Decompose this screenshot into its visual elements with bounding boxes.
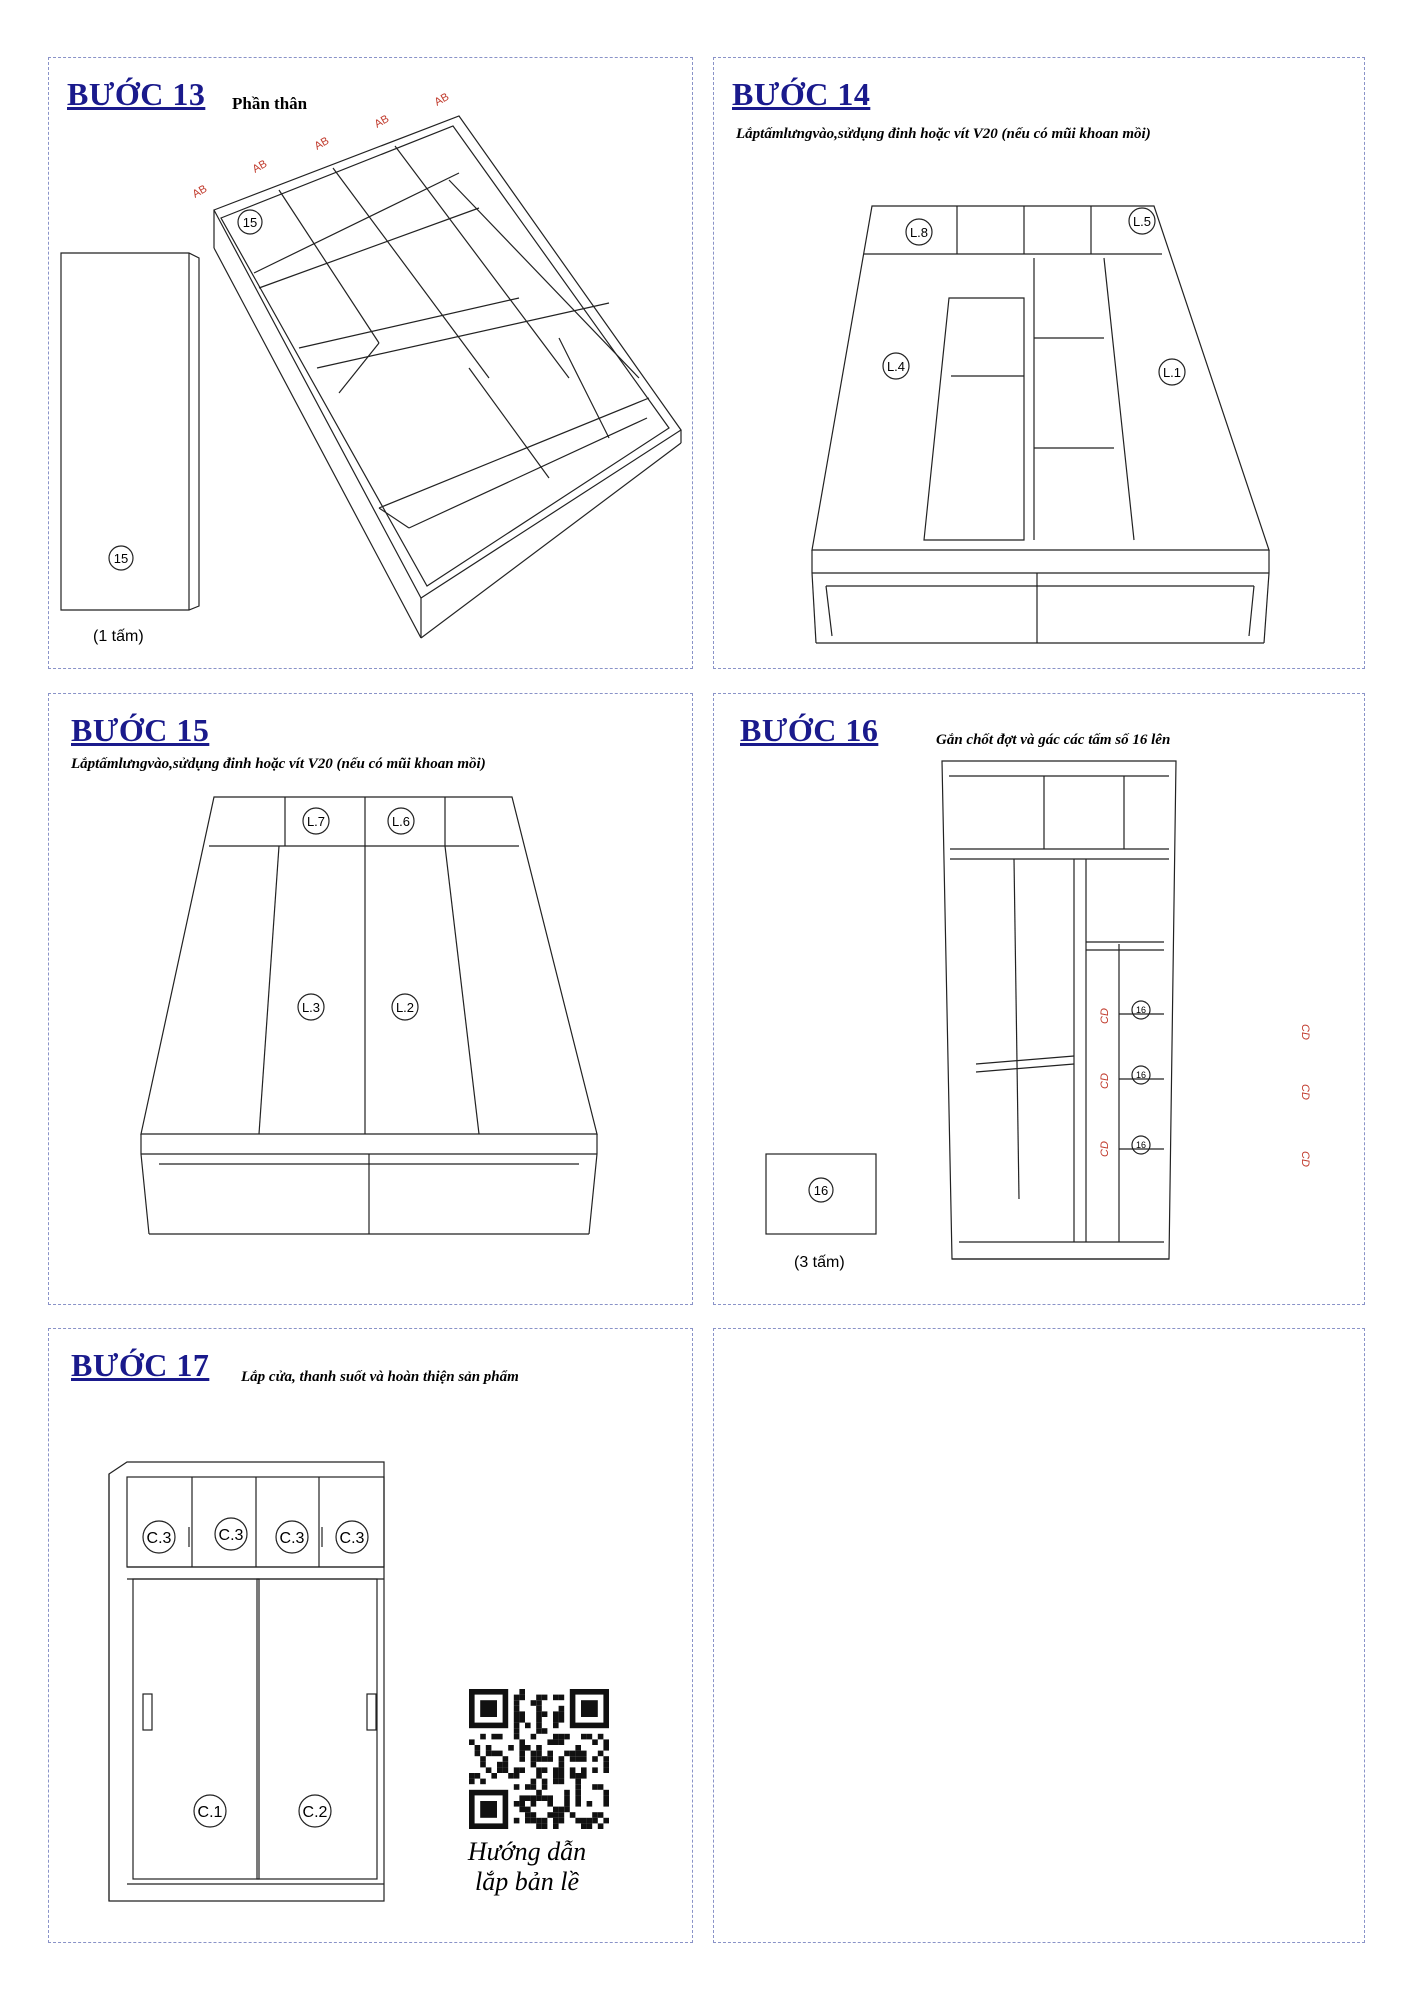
ab-marker-2: AB	[250, 157, 270, 176]
step-13-drawing	[49, 58, 694, 670]
pin-marker-right-1: CD	[1299, 1024, 1311, 1040]
step-17-subtitle: Lắp cửa, thanh suốt và hoàn thiện sản phẩm	[241, 1369, 519, 1385]
step-16-title: BƯỚC 16	[740, 712, 879, 748]
wardrobe-back-view	[812, 206, 1269, 643]
step-13-title: BƯỚC 13	[67, 76, 206, 112]
step-17-panel	[48, 1328, 693, 1943]
shelf-callout-1: 16	[1135, 1005, 1147, 1015]
ab-marker-4: AB	[372, 112, 392, 131]
ab-marker-5: AB	[432, 90, 452, 109]
step-16-panel	[713, 693, 1365, 1305]
label-l2: L.2	[395, 1000, 415, 1015]
door-label-bottom-2: C.2	[302, 1804, 328, 1821]
carcass-drawing	[214, 116, 681, 638]
pin-marker-left-3: CD	[1099, 1141, 1111, 1157]
step-15-panel	[48, 693, 693, 1305]
pin-marker-left-1: CD	[1099, 1008, 1111, 1024]
shelf-16-label: 16	[813, 1183, 829, 1198]
step-14-title: BƯỚC 14	[732, 76, 871, 112]
qr-caption	[427, 1837, 627, 1897]
door-label-top-4: C.3	[339, 1530, 365, 1547]
wardrobe-back-panels	[141, 797, 597, 1234]
pin-markers	[1099, 1008, 1311, 1167]
step-16-drawing	[714, 694, 1366, 1306]
door-label-top-1: C.3	[146, 1530, 172, 1547]
finished-wardrobe	[109, 1462, 384, 1901]
label-l8: L.8	[909, 225, 929, 240]
label-l3: L.3	[301, 1000, 321, 1015]
label-l4: L.4	[886, 359, 906, 374]
qr-code[interactable]	[469, 1689, 609, 1829]
empty-panel	[713, 1328, 1365, 1943]
carcass-part-label: 15	[242, 215, 258, 230]
label-l1: L.1	[1162, 365, 1182, 380]
side-panel-15-label: 15	[113, 551, 129, 566]
step-15-title: BƯỚC 15	[71, 712, 210, 748]
pin-marker-right-3: CD	[1299, 1151, 1311, 1167]
door-label-bottom-1: C.1	[197, 1804, 223, 1821]
shelf-callout-3: 16	[1135, 1140, 1147, 1150]
step-16-subtitle: Gắn chốt đợt và gác các tấm số 16 lên	[936, 732, 1171, 748]
door-label-top-3: C.3	[279, 1530, 305, 1547]
step-14-panel	[713, 57, 1365, 669]
label-l5: L.5	[1132, 214, 1152, 229]
pin-marker-right-2: CD	[1299, 1084, 1311, 1100]
step-16-panel-caption: (3 tấm)	[794, 1254, 845, 1271]
step-15-subtitle: Lắptấmlưngvào,sửdụng đinh hoặc vít V20 (nếu có mũi khoan mồi)	[71, 756, 486, 772]
step-13-panel-caption: (1 tấm)	[93, 628, 144, 645]
pin-marker-left-2: CD	[1099, 1073, 1111, 1089]
step-14-drawing	[714, 58, 1366, 670]
step-14-subtitle: Lắptấmlưngvào,sửdụng đinh hoặc vít V20 (nếu có mũi khoan mồi)	[736, 126, 1151, 142]
step-15-drawing	[49, 694, 694, 1306]
label-l7: L.7	[306, 814, 326, 829]
step-13-subtitle: Phần thân	[232, 94, 308, 113]
side-panel-15	[61, 253, 199, 610]
qr-caption-line-2: lắp bản lề	[475, 1867, 579, 1896]
shelf-callout-2: 16	[1135, 1070, 1147, 1080]
ab-markers	[191, 91, 452, 201]
ab-marker-1: AB	[190, 182, 210, 201]
qr-caption-line-1: Hướng dẫn	[467, 1837, 587, 1866]
label-l6: L.6	[391, 814, 411, 829]
step-17-title: BƯỚC 17	[71, 1347, 210, 1383]
step-13-panel	[48, 57, 693, 669]
door-label-top-2: C.3	[218, 1527, 244, 1544]
ab-marker-3: AB	[312, 134, 332, 153]
